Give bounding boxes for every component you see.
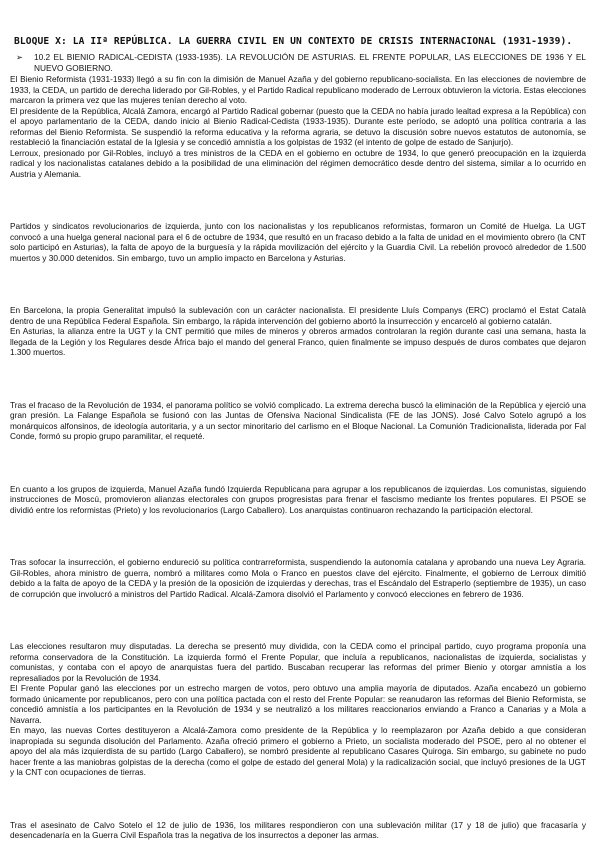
block-title: BLOQUE X: LA IIª REPÚBLICA. LA GUERRA CIVIL EN UN CONTEXTO DE CRISIS INTERNACIONAL (1931-1939). (14, 36, 573, 47)
paragraph-gap (10, 794, 586, 804)
paragraph-gap (10, 195, 586, 205)
paragraph: Las elecciones resultaron muy disputadas. La derecha se presentó muy dividida, con la CEDA como el principal partido, cuyo programa proponía una reforma conservadora de la Constitución. La izquierda formó el Frente Popular, que incluía a republicanos, nacionalistas de izquierda, socialistas y comunistas, y contaba con el apoyo de anarquistas fuera del partido. Buscaban recuperar las reformas del primer Bienio y otorgar amnistía a los represaliados por la Revolución de 1934. (10, 641, 586, 683)
paragraph-gap (10, 531, 586, 541)
paragraph: En cuanto a los grupos de izquierda, Manuel Azaña fundó Izquierda Republicana para agrupar a los republicanos de izquierdas. Los comunistas, siguiendo instrucciones de Moscú, promovieron alianzas electorales con grupos progresistas para frenar el fascismo mediante los frentes populares. El PSOE se dividió entre los reformistas (Prieto) y los revolucionarios (Largo Caballero). Los anarquistas continuaron rechazando la participación electoral. (10, 483, 586, 515)
paragraph: El presidente de la República, Alcalá Zamora, encargó al Partido Radical gobernar (puesto que la CEDA no había jurado lealtad expresa a la República) con el apoyo parlamentario de la CEDA, dando inicio al Bienio Radical-Cedista (1933-1935). Durante este período, se adoptó una política contraria a las reformas del Bienio Reformista. Se suspendió la reforma educativa y la reforma agraria, se detuvo la discusión sobre nuevos estatutos de autonomía, se restableció la financiación estatal de la Iglesia y se concedió amnistía a los golpistas de 1932 (el intento de golpe de estado de Sanjurjo). (10, 105, 586, 147)
arrow-bullet-icon: ➢ (16, 52, 23, 62)
paragraph: En mayo, las nuevas Cortes destituyeron a Alcalá-Zamora como presidente de la República y lo reemplazaron por Azaña debido a que consideran inapropiada su segunda disolución del Parlamento. Azaña ofreció primero el gobierno a Prieto, un socialista moderado del PSOE, pero al no obtener el apoyo del ala más izquierdista de su partido (Largo Caballero), se nombró presidente al republicano Casares Quiroga. Sin embargo, su gabinete no pudo hacer frente a las maniobras golpistas de la derecha (como el golpe de estado del general Mola) y la radicalización social, que incluyó presiones de la UGT y la CNT con ocupaciones de tierras. (10, 725, 586, 777)
paragraph-gap (10, 615, 586, 625)
paragraph: En Asturias, la alianza entre la UGT y la CNT permitió que miles de mineros y obreros armados controlaran la región durante casi una semana, hasta la llegada de la Legión y los Regulares desde África bajo el mando del general Franco, quien finalmente se impuso después de duros combates que dejaron 1.300 muertos. (10, 326, 586, 357)
section-heading-text: 10.2 EL BIENIO RADICAL-CEDISTA (1933-1935). LA REVOLUCIÓN DE ASTURIAS. EL FRENTE POPULAR, LAS ELECCIONES DE 1936 Y EL NUEVO GOBIERNO. (34, 52, 586, 73)
paragraph-gap (10, 374, 586, 384)
paragraph-gap (10, 458, 586, 468)
paragraph: Partidos y sindicatos revolucionarios de izquierda, junto con los nacionalistas y los republicanos reformistas, formaron un Comité de Huelga. La UGT convocó a una huelga general nacional para el 6 de octubre de 1934, que resultó en un fracaso debido a la falta de unidad en el movimiento obrero (la CNT solo participó en Asturias), la falta de apoyo de la burguesía y la rápida movilización del ejército y la Guardia Civil. La rebelión provocó alrededor de 1.500 muertos y 30.000 detenidos. Sin embargo, tuvo un amplio impacto en Barcelona y Asturias. (10, 221, 586, 263)
section-heading (16, 52, 586, 73)
paragraph: El Bienio Reformista (1931-1933) llegó a su fin con la dimisión de Manuel Azaña y del gobierno republicano-socialista. En las elecciones de noviembre de 1933, la CEDA, un partido de derecha liderado por Gil-Robles, y el Partido Radical republicano moderado de Lerroux obtuvieron la victoria. Estas elecciones marcaron la primera vez que las mujeres tenían derecho al voto. (10, 74, 586, 105)
paragraph: En Barcelona, la propia Generalitat impulsó la sublevación con un carácter nacionalista. El presidente Lluís Companys (ERC) proclamó el Estat Català dentro de una República Federal Española. Sin embargo, la rápida intervención del gobierno abortó la insurrección y encarceló al gobierno catalán. (10, 305, 586, 326)
paragraph: Lerroux, presionado por Gil-Robles, incluyó a tres ministros de la CEDA en el gobierno en octubre de 1934, lo que generó preocupación en la izquierda radical y los nacionalistas catalanes debido a la posibilidad de una eliminación del régimen democrático desde dentro del sistema, similar a lo ocurrido en Austria y Alemania. (10, 147, 586, 179)
paragraph: Tras sofocar la insurrección, el gobierno endureció su política contrarreformista, suspendiendo la autonomía catalana y aprobando una nueva Ley Agraria. Gil-Robles, ahora ministro de guerra, nombró a militares como Mola o Franco en puestos clave del ejército. Finalmente, el gobierno de Lerroux dimitió debido a la falta de apoyo de la CEDA y la presión de la oposición de izquierdas y derechas, tras el Escándalo del Estraperlo (septiembre de 1935), un caso de corrupción que involucró a ministros del Partido Radical. Alcalá-Zamora disolvió el Parlamento y convocó elecciones en febrero de 1936. (10, 557, 586, 599)
paragraph: El Frente Popular ganó las elecciones por un estrecho margen de votos, pero obtuvo una amplia mayoría de diputados. Azaña encabezó un gobierno formado únicamente por republicanos, pero con una política pactada con el resto del Frente Popular: se reanudaron las reformas del Bienio Reformista, se concedió amnistía a los participantes en la Revolución de 1934 y se neutralizó a los militares reaccionarios enviando a Franco a Canarias y a Mola a Navarra. (10, 683, 586, 725)
paragraph: Tras el fracaso de la Revolución de 1934, el panorama político se volvió complicado. La extrema derecha buscó la eliminación de la República y ejerció una gran presión. La Falange Española se fusionó con las Juntas de Ofensiva Nacional Sindicalista (FE de las JONS). José Calvo Sotelo agrupó a los monárquicos alfonsinos, de ideología autoritaria, y a un sector minoritario del carlismo en el Bloque Nacional. La Comunión Tradicionalista, liderada por Fal Conde, formó su propio grupo paramilitar, el requeté. (10, 399, 586, 441)
paragraph: Tras el asesinato de Calvo Sotelo el 12 de julio de 1936, los militares respondieron con una sublevación militar (17 y 18 de julio) que fracasaría y desencadenaría en la Guerra Civil Española tras la negativa de los insurrectos a deponer las armas. (10, 819, 586, 840)
document-page (10, 36, 586, 841)
paragraph-gap (10, 279, 586, 289)
body-text (10, 74, 586, 841)
